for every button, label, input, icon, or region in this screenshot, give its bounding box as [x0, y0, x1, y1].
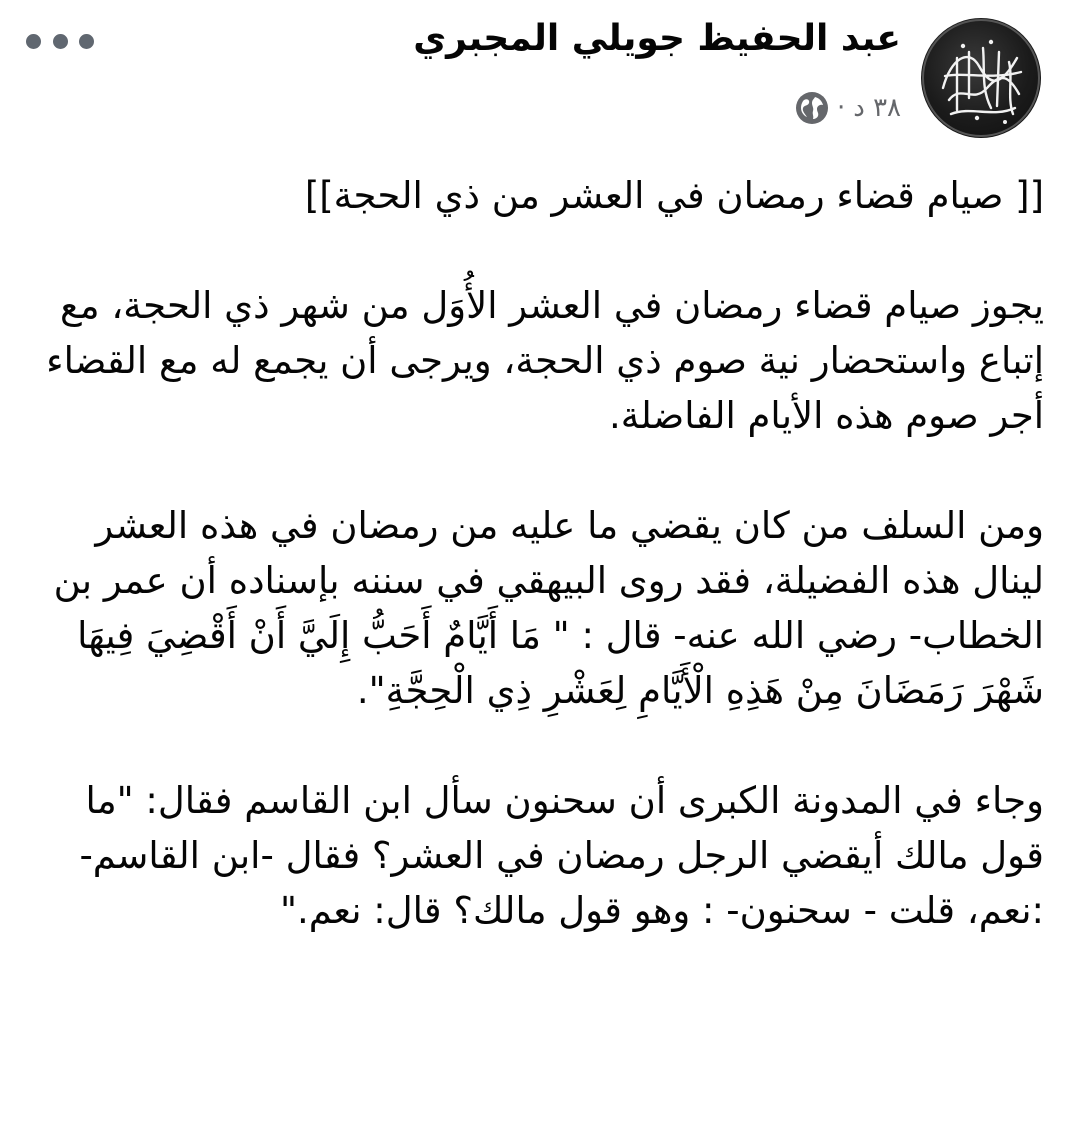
- author-name[interactable]: عبد الحفيظ جويلي المجبري: [413, 18, 901, 59]
- post-paragraph: يجوز صيام قضاء رمضان في العشر الأُوَل من شهر ذي الحجة، مع إتباع واستحضار نية صوم ذي الحجة، ويرجى أن يجمع له مع القضاء أجر صوم هذه الأيام الفاضلة.: [46, 284, 1044, 437]
- more-options-icon: [26, 34, 41, 49]
- post-title: [[ صيام قضاء رمضان في العشر من ذي الحجة]]: [304, 174, 1044, 217]
- post-paragraph: وجاء في المدونة الكبرى أن سحنون سأل ابن القاسم فقال: "ما قول مالك أيقضي الرجل رمضان في العشر؟ فقال -ابن القاسم- :نعم، قلت - سحنون- : وهو قول مالك؟ قال: نعم.": [79, 779, 1044, 932]
- post-meta: [795, 88, 901, 128]
- calligraphy-avatar-icon: [921, 18, 1041, 138]
- globe-icon[interactable]: [795, 91, 829, 125]
- more-options-button[interactable]: [26, 22, 94, 60]
- post-header: [0, 0, 1079, 150]
- more-options-icon: [53, 34, 68, 49]
- meta-separator: ·: [836, 93, 846, 123]
- post-time[interactable]: ٣٨ د: [853, 93, 901, 123]
- author-avatar[interactable]: [921, 18, 1041, 138]
- post-body: [36, 168, 1044, 993]
- post-paragraph: ومن السلف من كان يقضي ما عليه من رمضان في هذه العشر لينال هذه الفضيلة، فقد روى البيهقي في سننه بإسناده أن عمر بن الخطاب- رضي الله عنه- قال : " مَا أَيَّامٌ أَحَبُّ إِلَيَّ أَنْ أَقْضِيَ فِيهَا شَهْرَ رَمَضَانَ مِنْ هَذِهِ الْأَيَّامِ لِعَشْرِ ذِي الْحِجَّةِ".: [53, 504, 1044, 712]
- more-options-icon: [79, 34, 94, 49]
